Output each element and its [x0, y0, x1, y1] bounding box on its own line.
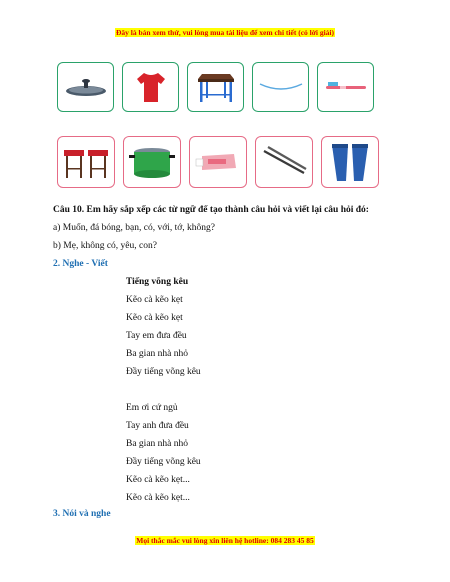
hotline-banner: Mọi thắc mắc vui lòng xin liên hệ hotline: 084 283 45 85 — [136, 536, 314, 545]
image-card — [122, 62, 179, 112]
question-10-a: a) Muốn, đá bóng, bạn, có, với, tớ, không? — [53, 223, 216, 233]
image-card — [255, 136, 313, 188]
stools-icon — [61, 144, 111, 180]
preview-banner: Đây là bản xem thử, vui lòng mua tài liệu để xem chi tiết (có lời giải) — [115, 28, 335, 37]
hanger-icon — [258, 80, 304, 94]
image-card — [123, 136, 181, 188]
image-card — [317, 62, 374, 112]
image-card — [57, 62, 114, 112]
image-card — [321, 136, 379, 188]
cooking-pot-icon — [128, 143, 176, 181]
table-icon — [194, 70, 238, 104]
image-card — [189, 136, 247, 188]
question-10-title: Câu 10. Em hãy sắp xếp các từ ngữ để tạo thành câu hỏi và viết lại câu hỏi đó: — [53, 205, 369, 215]
poem-line: Em ơi cứ ngủ — [126, 403, 178, 413]
section-heading-speak-listen: 3. Nói và nghe — [53, 509, 111, 519]
poem-title: Tiếng võng kêu — [126, 277, 189, 287]
poem-line: Kẽo cà kẽo kẹt... — [126, 493, 190, 503]
pot-lid-icon — [64, 75, 108, 99]
toothpaste-icon — [194, 150, 242, 174]
poem-line: Tay anh đưa đều — [126, 421, 189, 431]
question-10-b: b) Mẹ, không có, yêu, con? — [53, 241, 157, 251]
image-card — [57, 136, 115, 188]
tshirt-icon — [133, 69, 169, 105]
poem-line: Kẽo cà kẽo kẹt — [126, 313, 183, 323]
poem-line: Kẽo cà kẽo kẹt — [126, 295, 183, 305]
image-row-2 — [57, 136, 379, 188]
poem-line: Tay em đưa đều — [126, 331, 187, 341]
trousers-icon — [328, 141, 372, 183]
chopsticks-icon — [260, 145, 308, 179]
poem-line: Đầy tiếng võng kêu — [126, 457, 201, 467]
poem-line: Kẽo cà kẽo kẹt... — [126, 475, 190, 485]
poem-line: Ba gian nhà nhỏ — [126, 349, 189, 359]
section-heading-listen-write: 2. Nghe - Viết — [53, 259, 108, 269]
toothbrush-icon — [322, 80, 370, 94]
image-card — [187, 62, 244, 112]
poem-line: Ba gian nhà nhỏ — [126, 439, 189, 449]
image-row-1 — [57, 62, 374, 112]
poem-line: Đầy tiếng võng kêu — [126, 367, 201, 377]
image-card — [252, 62, 309, 112]
